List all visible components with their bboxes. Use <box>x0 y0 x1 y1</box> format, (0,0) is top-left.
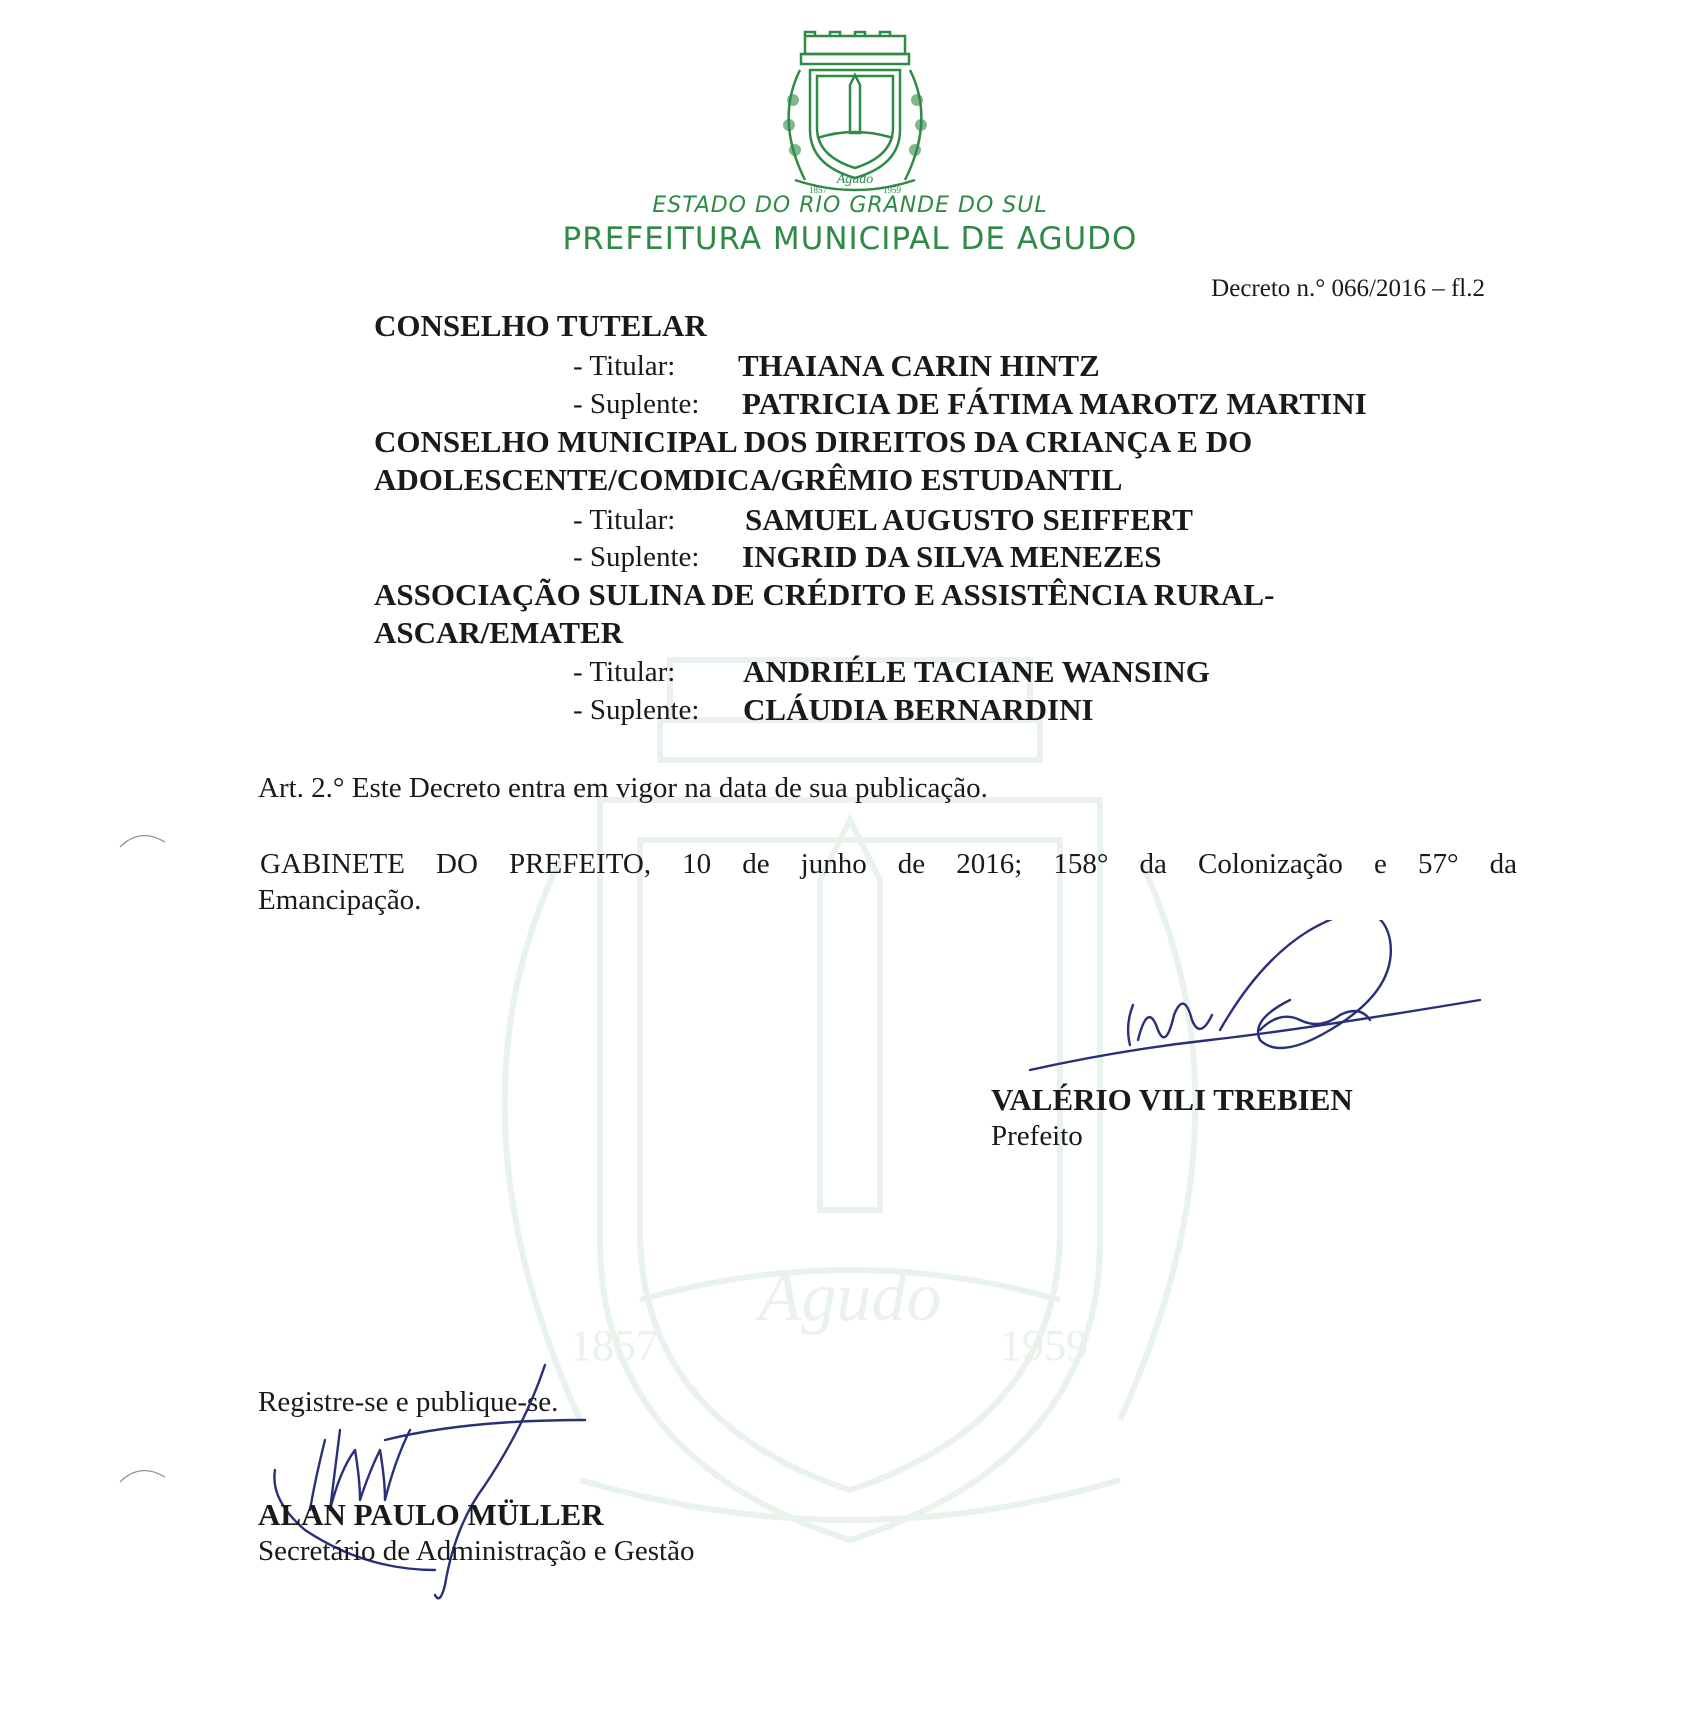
crest-motto: Agudo <box>836 172 874 187</box>
crest-year-left: 1857 <box>809 185 827 195</box>
suplente-name: INGRID DA SILVA MENEZES <box>742 539 1162 574</box>
suplente-label: - Suplente: <box>573 694 700 726</box>
suplente-name: CLÁUDIA BERNARDINI <box>743 692 1094 727</box>
watermark-motto: Agudo <box>758 1259 942 1336</box>
crest-year-right: 1959 <box>883 185 901 195</box>
titular-label: - Titular: <box>573 350 676 382</box>
suplente-label: - Suplente: <box>573 541 700 573</box>
municipal-crest-logo <box>775 30 935 200</box>
section-title-continued: ADOLESCENTE/COMDICA/GRÊMIO ESTUDANTIL <box>374 462 1123 497</box>
section-title: CONSELHO TUTELAR <box>374 308 707 343</box>
watermark-year-left: 1857 <box>570 1321 658 1370</box>
mayor-title: Prefeito <box>991 1120 1083 1152</box>
watermark-year-right: 1959 <box>1000 1321 1088 1370</box>
article-2: Art. 2.° Este Decreto entra em vigor na data de sua publicação. <box>258 772 988 804</box>
titular-label: - Titular: <box>573 656 676 688</box>
section-title-continued: ASCAR/EMATER <box>374 615 624 650</box>
closing-line-1: GABINETE DO PREFEITO, 10 de junho de 2016; 158° da Colonização e 57° da <box>260 848 1517 880</box>
titular-name: SAMUEL AUGUSTO SEIFFERT <box>745 502 1193 537</box>
punch-hole-mark <box>115 1460 175 1490</box>
punch-hole-mark <box>115 825 175 855</box>
suplente-label: - Suplente: <box>573 388 700 420</box>
decree-reference: Decreto n.° 066/2016 – fl.2 <box>1211 275 1485 302</box>
state-name: ESTADO DO RIO GRANDE DO SUL <box>652 193 1048 218</box>
suplente-name: PATRICIA DE FÁTIMA MAROTZ MARTINI <box>742 386 1367 421</box>
secretary-title: Secretário de Administração e Gestão <box>258 1535 695 1567</box>
mayor-signature <box>1020 920 1490 1100</box>
titular-label: - Titular: <box>573 504 676 536</box>
prefeitura-name: PREFEITURA MUNICIPAL DE AGUDO <box>562 221 1138 257</box>
titular-name: THAIANA CARIN HINTZ <box>738 348 1100 383</box>
titular-name: ANDRIÉLE TACIANE WANSING <box>743 654 1210 689</box>
section-title: CONSELHO MUNICIPAL DOS DIREITOS DA CRIANÇA E DO <box>374 424 1253 459</box>
secretary-name: ALAN PAULO MÜLLER <box>258 1497 604 1532</box>
section-title: ASSOCIAÇÃO SULINA DE CRÉDITO E ASSISTÊNCIA RURAL- <box>374 577 1275 612</box>
secretary-signature <box>265 1360 605 1610</box>
register-publish: Registre-se e publique-se. <box>258 1386 559 1418</box>
closing-line-2: Emancipação. <box>258 884 422 916</box>
mayor-name: VALÉRIO VILI TREBIEN <box>991 1082 1353 1117</box>
